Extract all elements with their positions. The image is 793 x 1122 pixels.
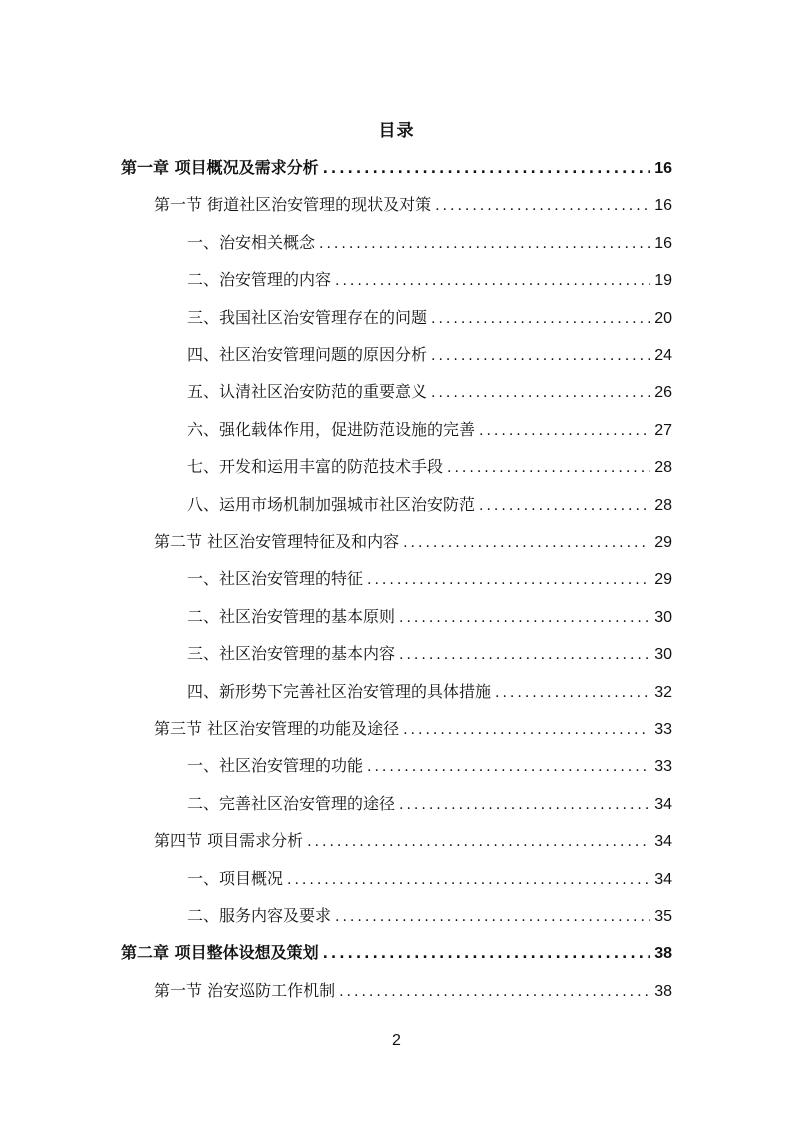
toc-section-entry[interactable] <box>154 190 672 220</box>
toc-entry-title: 一、治安相关概念 <box>187 232 316 252</box>
toc-dot-leader <box>399 603 650 633</box>
toc-subsection-entry[interactable] <box>187 415 672 445</box>
toc-entry-title: 第一节 治安巡防工作机制 <box>154 980 336 1000</box>
toc-entry-title: 一、社区治安管理的特征 <box>187 569 364 589</box>
toc-entry-title: 二、治安管理的内容 <box>187 270 332 290</box>
toc-dot-leader <box>447 453 650 483</box>
toc-chapter-entry[interactable] <box>121 153 672 183</box>
toc-entry-page: 26 <box>654 384 672 402</box>
toc-entry-page: 33 <box>654 721 672 738</box>
toc-entry-page: 29 <box>654 571 672 589</box>
toc-dot-leader <box>287 865 650 895</box>
toc-dot-leader <box>431 304 650 334</box>
toc-entry-page: 29 <box>654 534 672 551</box>
toc-dot-leader <box>323 154 651 184</box>
toc-dot-leader <box>335 902 650 932</box>
toc-entry-page: 28 <box>654 459 672 477</box>
toc-subsection-entry[interactable] <box>187 228 672 258</box>
toc-entry-page: 30 <box>654 608 672 626</box>
toc-entry-page: 38 <box>654 982 672 1000</box>
toc-entry-page: 16 <box>654 197 672 215</box>
toc-entry-page: 34 <box>654 870 672 888</box>
toc-entry-title: 二、服务内容及要求 <box>187 906 332 925</box>
toc-entry-page: 27 <box>654 421 672 439</box>
toc-subsection-entry[interactable] <box>187 265 672 295</box>
page-number: 2 <box>392 1032 401 1049</box>
toc-dot-leader <box>495 678 650 708</box>
toc-dot-leader <box>319 229 650 259</box>
toc-entry-title: 第一章 项目概况及需求分析 <box>121 158 319 177</box>
toc-section-entry[interactable] <box>154 826 672 856</box>
toc-entry-title: 八、运用市场机制加强城市社区治安防范 <box>187 494 476 514</box>
toc-entry-title: 第四节 项目需求分析 <box>154 831 304 851</box>
toc-entry-page: 30 <box>654 646 672 664</box>
toc-dot-leader <box>399 790 650 820</box>
toc-subsection-entry[interactable] <box>187 864 672 894</box>
toc-entry-title: 三、社区治安管理的基本内容 <box>187 644 396 664</box>
toc-dot-leader <box>431 341 650 371</box>
toc-entry-title: 三、我国社区治安管理存在的问题 <box>187 307 428 327</box>
toc-entry-page: 20 <box>654 309 672 327</box>
toc-entry-title: 四、新形势下完善社区治安管理的具体措施 <box>187 681 492 701</box>
toc-dot-leader <box>479 491 650 521</box>
toc-entry-title: 二、完善社区治安管理的途径 <box>187 793 396 813</box>
toc-dot-leader <box>335 266 650 296</box>
toc-dot-leader <box>431 378 650 408</box>
toc-entry-title: 五、认清社区治安防范的重要意义 <box>187 382 428 402</box>
toc-dot-leader <box>307 827 650 857</box>
toc-entry-page: 35 <box>654 908 672 925</box>
toc-dot-leader <box>435 191 650 221</box>
toc-entry-title: 六、强化载体作用，促进防范设施的完善 <box>187 419 476 439</box>
toc-subsection-entry[interactable] <box>187 789 672 819</box>
toc-entry-page: 28 <box>654 496 672 514</box>
toc-entry-title: 二、社区治安管理的基本原则 <box>187 606 396 626</box>
toc-dot-leader <box>479 416 650 446</box>
toc-subsection-entry[interactable] <box>187 602 672 632</box>
toc-entry-title: 第二章 项目整体设想及策划 <box>121 943 319 963</box>
toc-entry-title: 第三节 社区治安管理的功能及途径 <box>154 719 400 738</box>
toc-entry-title: 一、社区治安管理的功能 <box>187 756 364 776</box>
toc-dot-leader <box>403 715 650 745</box>
toc-entry-title: 第二节 社区治安管理特征及和内容 <box>154 532 400 551</box>
toc-dot-leader <box>367 752 650 782</box>
toc-dot-leader <box>323 939 651 969</box>
toc-subsection-entry[interactable] <box>187 340 672 370</box>
toc-entry-title: 第一节 街道社区治安管理的现状及对策 <box>154 195 432 215</box>
toc-dot-leader <box>399 640 650 670</box>
toc-entry-title: 七、开发和运用丰富的防范技术手段 <box>187 457 444 477</box>
toc-entry-page: 38 <box>654 945 672 963</box>
toc-section-entry[interactable] <box>154 714 672 744</box>
toc-subsection-entry[interactable] <box>187 452 672 482</box>
toc-subsection-entry[interactable] <box>187 377 672 407</box>
toc-chapter-entry[interactable] <box>121 938 672 968</box>
toc-section-entry[interactable] <box>154 976 672 1006</box>
toc-dot-leader <box>403 528 650 558</box>
toc-entry-page: 33 <box>654 758 672 776</box>
toc-entry-page: 24 <box>654 347 672 364</box>
toc-subsection-entry[interactable] <box>187 303 672 333</box>
toc-section-entry[interactable] <box>154 527 672 557</box>
toc-entry-page: 16 <box>654 160 672 177</box>
toc-dot-leader <box>367 565 650 595</box>
toc-entry-page: 34 <box>654 795 672 813</box>
toc-subsection-entry[interactable] <box>187 677 672 707</box>
toc-entry-page: 32 <box>654 683 672 701</box>
toc-entry-page: 19 <box>654 272 672 290</box>
toc-subsection-entry[interactable] <box>187 639 672 669</box>
toc-subsection-entry[interactable] <box>187 564 672 594</box>
toc-entry-page: 16 <box>654 234 672 252</box>
toc-entry-title: 四、社区治安管理问题的原因分析 <box>187 345 428 364</box>
toc-dot-leader <box>339 977 650 1007</box>
toc-subsection-entry[interactable] <box>187 490 672 520</box>
toc-entry-page: 34 <box>654 833 672 851</box>
toc-subsection-entry[interactable] <box>187 901 672 931</box>
toc-title: 目录 <box>378 121 415 141</box>
toc-entry-title: 一、项目概况 <box>187 868 284 888</box>
toc-subsection-entry[interactable] <box>187 751 672 781</box>
